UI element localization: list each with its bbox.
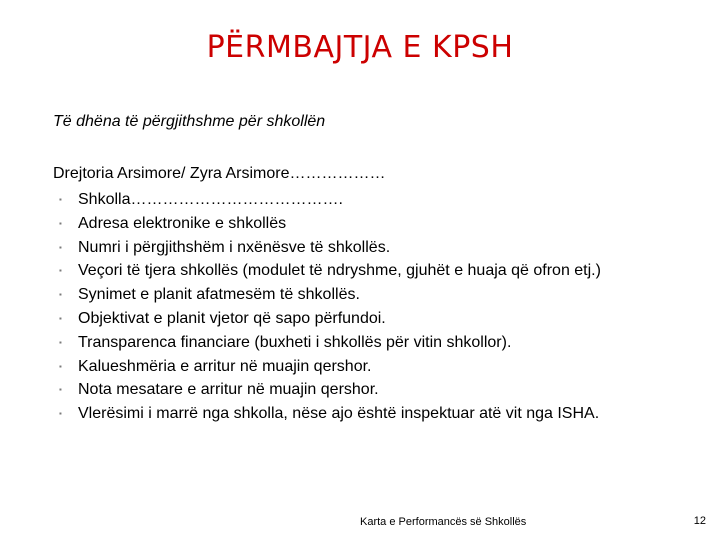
list-item — [0, 402, 601, 426]
bullet-icon: ▪ — [59, 290, 62, 300]
list-item — [0, 259, 601, 283]
list-item-text: Synimet e planit afatmesëm të shkollës. — [78, 286, 360, 304]
slide-title: PËRMBAJTJA E KPSH — [206, 30, 514, 65]
list-item — [0, 188, 601, 212]
list-item — [0, 378, 601, 402]
bullet-icon: ▪ — [59, 337, 62, 347]
bullet-icon: ▪ — [59, 409, 62, 419]
list-item — [0, 355, 601, 379]
list-item — [0, 212, 601, 236]
list-item-text: Kalueshmëria e arritur në muajin qershor. — [78, 357, 372, 375]
bullet-icon: ▪ — [59, 313, 62, 323]
list-item-text: Shkolla…………………………………. — [78, 191, 343, 208]
bullet-icon: ▪ — [59, 195, 62, 204]
list-item-text: Veçori të tjera shkollës (modulet të ndryshme, gjuhët e huaja që ofron etj.) — [78, 262, 601, 280]
section-heading: Drejtoria Arsimore/ Zyra Arsimore……………… — [53, 165, 386, 182]
list-item — [0, 283, 601, 307]
list-item-text: Transparenca financiare (buxheti i shkollës për vitin shkollor). — [78, 333, 512, 351]
slide-subtitle: Të dhëna të përgjithshme për shkollën — [53, 113, 326, 130]
list-item-text: Objektivat e planit vjetor që sapo përfundoi. — [78, 309, 386, 327]
bullet-icon: ▪ — [59, 218, 62, 228]
bullet-list — [0, 188, 601, 426]
list-item-text: Vlerësimi i marrë nga shkolla, nëse ajo është inspektuar atë vit nga ISHA. — [78, 405, 600, 423]
footer-text: Karta e Performancës së Shkollës — [360, 516, 527, 528]
list-item — [0, 307, 601, 331]
page-number: 12 — [693, 515, 706, 527]
bullet-icon: ▪ — [59, 361, 62, 371]
bullet-icon: ▪ — [59, 242, 62, 252]
bullet-icon: ▪ — [59, 266, 62, 276]
list-item — [0, 236, 601, 260]
list-item-text: Nota mesatare e arritur në muajin qershor. — [78, 381, 379, 399]
bullet-icon: ▪ — [59, 385, 62, 395]
list-item-text: Adresa elektronike e shkollës — [78, 214, 287, 232]
list-item-text: Numri i përgjithshëm i nxënësve të shkollës. — [78, 238, 391, 256]
list-item — [0, 331, 601, 355]
